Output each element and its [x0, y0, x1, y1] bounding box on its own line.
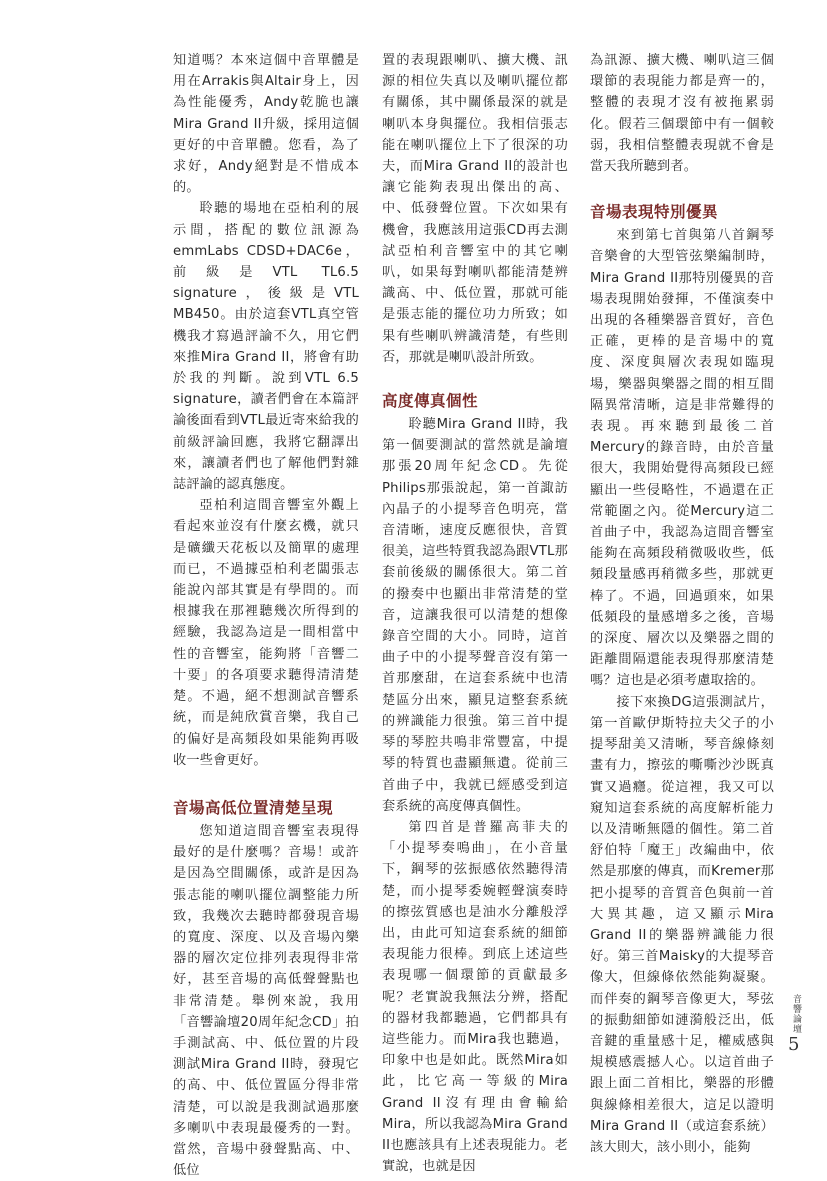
- paragraph: 聆聽Mira Grand II時，我第一個要測試的當然就是論壇那張20周年紀念CD。先從Philips那張說起，第一首諏訪內晶子的小提琴音色明亮，當音清晰，速度反應很快，音質很美，這些特質我認為跟VTL那套前後級的關係很大。第二首的撥奏中也顯出非常清楚的堂音，這讓我很可以清楚的想像錄音空間的大小。同時，這首曲子中的小提琴聲音沒有第一首那麼甜，在這套系統中也清楚區分出來，顯見這整套系統的辨識能力很強。第三首中提琴的琴腔共鳴非常豐富，中提琴的特質也盡顯無遺。從前三首曲子中，我就已經感受到這套系統的高度傳真個性。: [382, 417, 568, 814]
- page-number: 5: [788, 1034, 800, 1055]
- text-column-left: [173, 50, 359, 1181]
- paragraph: 接下來換DG這張測試片，第一首歐伊斯特拉夫父子的小提琴甜美又清晰，琴音線條刻畫有力，擦弦的嘶嘶沙沙既真實又過癮。從這裡，我又可以窺知這套系統的高度解析能力以及清晰無隱的個性。第二首舒伯特「魔王」改編曲中，依然是那麼的傳真，而Kremer那把小提琴的音質音色與前一首大異其趣，這又顯示Mira Grand II的樂器辨識能力很好。第三首Maisky的大提琴音像大，但線條依然能夠凝聚。而伴奏的鋼琴音像更大，琴弦的振動細節如漣漪般泛出，低音鍵的重量感十足，權威感與規模感震撼人心。以這首曲子跟上面二首相比，樂器的形體與線條相差很大，這足以證明Mira Grand II（或這套系統）該大則大，該小則小，能夠: [590, 694, 774, 1155]
- paragraph: 聆聽的場地在亞柏利的展示間，搭配的數位訊源為emmLabs CDSD+DAC6e，前級是VTL TL6.5 signature，後級是VTL MB450。由於這套VTL真空管機我才寫過評論不久，用它們來推Mira Grand II，將會有助於我的判斷。說到VTL 6.5 signature，讀者們會在本篇評論後面看到VTL最近寄來給我的前級評論回應，我將它翻譯出來，讓讀者們也了解他們對雜誌評論的認真態度。: [173, 201, 359, 493]
- section-heading: 音場高低位置清楚呈現: [173, 798, 334, 817]
- magazine-label: 音響論壇: [791, 994, 801, 1034]
- paragraph: 第四首是普羅高菲夫的「小提琴奏鳴曲」，在小音量下，鋼琴的弦振感依然聽得清楚，而小提琴委婉輕聲演奏時的擦弦質感也是油水分離般浮出，由此可知這套系統的細節表現能力很棒。到底上述這些表現哪一個環節的貢獻最多呢？老實說我無法分辨，搭配的器材我都聽過，它們都具有這些能力。而Mira我也聽過，印象中也是如此。既然Mira如此，比它高一等級的Mira Grand II沒有理由會輸給Mira，所以我認為Mira Grand II也應該具有上述表現能力。老實說，也就是因: [382, 819, 568, 1175]
- paragraph: 知道嗎？本來這個中音單體是用在Arrakis與Altair身上，因為性能優秀，Andy乾脆也讓Mira Grand II升級，採用這個更好的中音單體。您看，為了求好，Andy絕對是不惜成本的。: [173, 53, 359, 196]
- paragraph: 來到第七首與第八首鋼琴音樂會的大型管弦樂編制時，Mira Grand II那特別優異的音場表現開始發揮，不僅演奏中出現的各種樂器音質好，音色正確，更棒的是音場中的寬度、深度與層次表現如臨現場，樂器與樂器之間的相互間隔異常清晰，這是非常難得的表現。再來聽到最後二首Mercury的錄音時，由於音量很大，我開始覺得高頻段已經顯出一些侵略性，不過還在正常範圍之內。從Mercury這二首曲子中，我認為這間音響室能夠在高頻段稍微吸收些，低頻段量感再稍微多些，那就更棒了。不過，回過頭來，如果低頻段的量感增多之後，音場的深度、層次以及樂器之間的距離間隔還能表現得那麼清楚嗎？這也是必須考慮取捨的。: [590, 228, 774, 689]
- section-heading: 高度傳真個性: [382, 392, 479, 411]
- paragraph: 亞柏利這間音響室外觀上看起來並沒有什麼玄機，就只是礦纖天花板以及簡單的處理而已，不過據亞柏利老闆張志能說內部其實是有學問的。而根據我在那裡聽幾次所得到的經驗，我認為這是一間相當中性的音響室，能夠將「音響二十要」的各項要求聽得清清楚楚。不過，絕不想測試音響系統，而是純欣賞音樂，我自己的偏好是高頻段如果能夠再吸收一些會更好。: [173, 498, 359, 768]
- text-column-middle: [382, 50, 568, 1177]
- text-column-right: [590, 50, 774, 1158]
- paragraph: 您知道這間音響室表現得最好的是什麼嗎？音場！或許是因為空間關係，或許是因為張志能的喇叭擺位調整能力所致，我幾次去聽時都發現音場的寬度、深度、以及音場內樂器的層次定位排列表現得非常好，甚至音場的高低聲聲點也非常清楚。舉例來說，我用「音響論壇20周年紀念CD」拍手測試高、中、低位置的片段測試Mira Grand II時，發現它的高、中、低位置區分得非常清楚，可以說是我測試過那麼多喇叭中表現最優秀的一對。當然，音場中發聲點高、中、低位: [173, 823, 359, 1179]
- paragraph: 為訊源、擴大機、喇叭這三個環節的表現能力都是齊一的，整體的表現才沒有被拖累弱化。假若三個環節中有一個較弱，我相信整體表現就不會是當天我所聽到者。: [590, 53, 774, 175]
- paragraph: 置的表現跟喇叭、擴大機、訊源的相位失真以及喇叭擺位都有關係，其中關係最深的就是喇叭本身與擺位。我相信張志能在喇叭擺位上下了很深的功夫，而Mira Grand II的設計也讓它能夠表現出傑出的高、中、低發聲位置。下次如果有機會，我應該用這張CD再去測試亞柏利音響室中的其它喇叭，如果每對喇叭都能清楚辨識高、中、低位置，那就可能是張志能的擺位功力所致；如果有些喇叭辨識清楚，有些則否，那就是喇叭設計所致。: [382, 53, 568, 365]
- section-heading: 音場表現特別優異: [590, 203, 719, 222]
